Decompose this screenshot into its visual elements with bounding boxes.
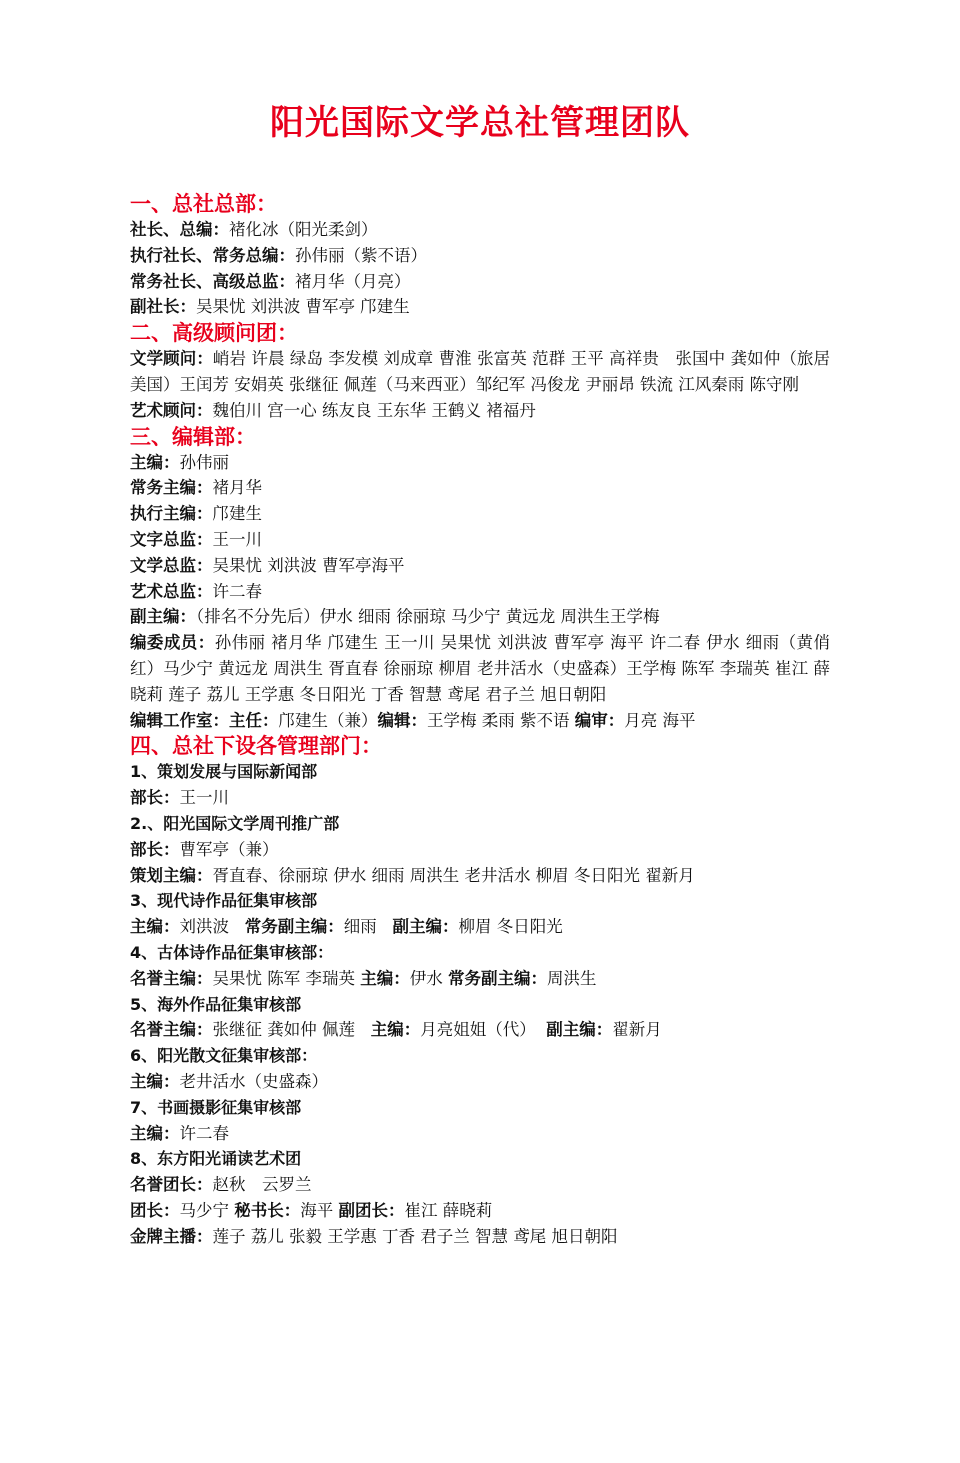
role-label: 社长、总编：	[130, 220, 229, 239]
member-names: 孙伟丽	[179, 452, 229, 472]
member-names: 月亮姐姐（代）	[420, 1020, 536, 1040]
line-art-advisors	[130, 398, 830, 424]
role-label: 编审：	[574, 710, 625, 730]
department-line	[130, 1224, 830, 1250]
role-label: 编辑：	[377, 710, 427, 730]
document-body	[130, 191, 830, 1249]
department-title: 6、阳光散文征集审核部：	[130, 1046, 318, 1066]
role-label: 金牌主播：	[130, 1226, 213, 1246]
member-names: 柳眉 冬日阳光	[458, 917, 563, 937]
role-label: 秘书长：	[234, 1200, 301, 1220]
role-label: 副主编：	[392, 917, 459, 937]
department-line	[130, 1069, 830, 1095]
department-line	[130, 785, 830, 811]
member-names: 月亮 海平	[624, 710, 696, 730]
role-label: 名誉主编：	[130, 968, 213, 988]
member-names: 孙伟丽 褚月华 邝建生 王一川 吴果忧 刘洪波 曹军亭 海平 许二春 伊水 细雨（黄俏红）马少宁 黄远龙 周洪生 胥直春 徐丽琼 柳眉 老井活水（史盛森）王学梅 陈军 李瑞英 崔江 薛晓莉 莲子 荔儿 王学惠 冬日阳光 丁香 智慧 鸢尾 君子兰 旭日朝阳	[130, 633, 830, 704]
role-label: 主编：	[130, 1123, 180, 1143]
role-label: 文字总监：	[130, 529, 213, 549]
role-label: 副主编：	[546, 1020, 613, 1040]
line-executive-president	[130, 243, 830, 269]
role-label: 编委成员：	[130, 633, 215, 653]
member-names: 吴果忧 刘洪波 曹军亭 邝建生	[196, 297, 410, 317]
department-title: 1、策划发展与国际新闻部	[130, 762, 318, 782]
member-names: 孙伟丽（紫不语）	[295, 245, 427, 265]
member-names: 王一川	[212, 529, 262, 549]
department-title: 3、现代诗作品征集审核部	[130, 891, 318, 911]
member-names: 吴果忧 陈军 李瑞英	[212, 968, 355, 988]
role-label: 名誉团长：	[130, 1175, 213, 1195]
role-label: 部长：	[130, 788, 180, 808]
section-heading-departments: 四、总社下设各管理部门：	[130, 734, 382, 759]
role-label: 执行主编：	[130, 504, 213, 524]
department-title: 4、古体诗作品征集审核部：	[130, 942, 334, 962]
page-title: 阳光国际文学总社管理团队	[270, 103, 690, 143]
line-literary-director	[130, 553, 830, 579]
department-line	[130, 1017, 830, 1043]
member-names: 周洪生	[547, 968, 597, 988]
department-title: 2.、阳光国际文学周刊推广部	[130, 813, 340, 833]
role-label: 艺术总监：	[130, 581, 213, 601]
member-names: 邝建生（兼）	[278, 710, 378, 730]
member-names: 吴果忧 刘洪波 曹军亭海平	[212, 555, 405, 575]
role-label: 文学顾问：	[130, 349, 213, 369]
member-names: 许二春	[179, 1123, 229, 1143]
line-managing-president	[130, 269, 830, 295]
line-literary-advisors	[130, 346, 830, 398]
line-editor-in-chief	[130, 450, 830, 476]
member-names: （排名不分先后）伊水 细雨 徐丽琼 马少宁 黄远龙 周洪生王学梅	[196, 607, 660, 627]
role-label: 部长：	[130, 839, 180, 859]
member-names: 曹军亭（兼）	[179, 839, 279, 859]
department-line	[130, 1198, 830, 1224]
line-art-director	[130, 579, 830, 605]
role-label: 主编：	[130, 917, 180, 937]
member-names: 峭岩 许晨 绿岛 李发模 刘成章 曹淮 张富英 范群 王平 高祥贵 张国中 龚如仲（旅居美国）王闰芳 安娟英 张继征 佩莲（马来西亚）邹纪军 冯俊龙 尹丽昂 铁流 江风秦雨 陈守刚	[130, 349, 830, 394]
member-names: 王一川	[179, 788, 229, 808]
line-executive-editor	[130, 501, 830, 527]
section-heading-editorial: 三、编辑部：	[130, 424, 256, 449]
line-text-director	[130, 527, 830, 553]
member-names: 翟新月	[612, 1020, 662, 1040]
section-heading-advisors: 二、高级顾问团：	[130, 321, 298, 346]
role-label: 策划主编：	[130, 865, 213, 885]
role-label: 常务主编：	[130, 478, 213, 498]
member-names: 刘洪波	[179, 917, 229, 937]
member-names: 海平	[300, 1200, 334, 1220]
line-editorial-studio	[130, 708, 830, 734]
line-managing-editor	[130, 475, 830, 501]
member-names: 邝建生	[212, 504, 262, 524]
line-president	[130, 217, 830, 243]
line-vice-president	[130, 294, 830, 320]
role-label: 执行社长、常务总编：	[130, 245, 295, 265]
role-label: 常务副主编：	[448, 968, 547, 988]
role-label: 编辑工作室：主任：	[130, 710, 279, 730]
role-label: 副社长：	[130, 297, 196, 317]
member-names: 张继征 龚如仲 佩莲	[212, 1020, 355, 1040]
department-line	[130, 1172, 830, 1198]
member-names: 褚化冰（阳光柔剑）	[229, 220, 378, 239]
role-label: 主编：	[130, 452, 180, 472]
role-label: 副团长：	[338, 1200, 405, 1220]
role-label: 副主编：	[130, 607, 196, 627]
role-label: 艺术顾问：	[130, 400, 213, 420]
member-names: 魏伯川 宫一心 练友良 王东华 王鹤义 褚福丹	[212, 400, 536, 420]
member-names: 伊水	[409, 968, 443, 988]
member-names: 胥直春、徐丽琼 伊水 细雨 周洪生 老井活水 柳眉 冬日阳光 翟新月	[212, 865, 695, 885]
department-title: 7、书画摄影征集审核部	[130, 1097, 302, 1117]
member-names: 赵秋 云罗兰	[212, 1175, 312, 1195]
member-names: 王学梅 柔雨 紫不语	[427, 710, 570, 730]
department-title: 8、东方阳光诵读艺术团	[130, 1149, 302, 1169]
department-line	[130, 914, 830, 940]
section-heading-hq: 一、总社总部：	[130, 192, 277, 216]
department-line	[130, 863, 830, 889]
member-names: 褚月华（月亮）	[295, 271, 411, 291]
department-line	[130, 966, 830, 992]
member-names: 马少宁	[179, 1200, 229, 1220]
member-names: 许二春	[212, 581, 262, 601]
role-label: 名誉主编：	[130, 1020, 213, 1040]
member-names: 细雨	[343, 917, 377, 937]
member-names: 崔江 薛晓莉	[404, 1200, 493, 1220]
role-label: 主编：	[370, 1020, 421, 1040]
role-label: 主编：	[130, 1071, 180, 1091]
department-line	[130, 837, 830, 863]
role-label: 团长：	[130, 1200, 180, 1220]
line-editorial-board	[130, 630, 830, 707]
role-label: 主编：	[360, 968, 410, 988]
department-line	[130, 1121, 830, 1147]
role-label: 常务社长、高级总监：	[130, 271, 295, 291]
department-title: 5、海外作品征集审核部	[130, 994, 302, 1014]
member-names: 褚月华	[212, 478, 262, 498]
line-deputy-editors	[130, 604, 830, 630]
member-names: 老井活水（史盛森）	[179, 1071, 328, 1091]
role-label: 常务副主编：	[244, 917, 344, 937]
member-names: 莲子 荔儿 张毅 王学惠 丁香 君子兰 智慧 鸢尾 旭日朝阳	[212, 1226, 618, 1246]
role-label: 文学总监：	[130, 555, 213, 575]
